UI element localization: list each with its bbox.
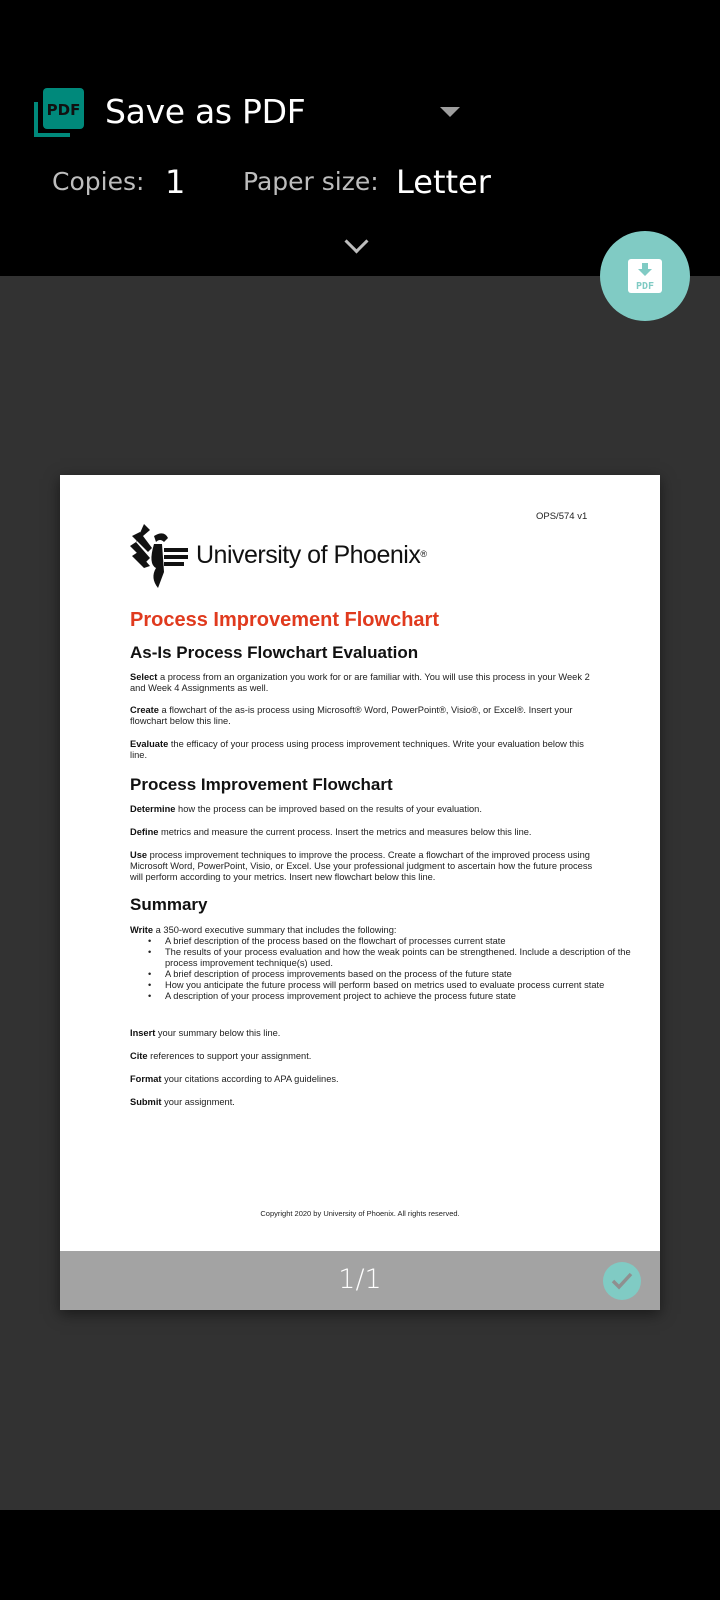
copyright-notice: Copyright 2020 by University of Phoenix. All rights reserved. (260, 1209, 460, 1218)
paragraph-text: how the process can be improved based on the results of your evaluation. (175, 804, 482, 814)
paragraph-define (130, 827, 600, 838)
bold-verb: Submit (130, 1097, 162, 1107)
paragraph-format (130, 1074, 600, 1085)
bold-verb: Select (130, 672, 158, 682)
bold-verb: Create (130, 705, 159, 715)
section-heading-as-is: As-Is Process Flowchart Evaluation (130, 643, 419, 662)
page-selected-checkbox[interactable] (603, 1262, 641, 1300)
logo-text (196, 541, 426, 570)
bold-verb: Write (130, 925, 154, 935)
paragraph-text: references to support your assignment. (147, 1051, 312, 1061)
section-heading-summary: Summary (130, 895, 208, 914)
paragraph-write (130, 925, 600, 936)
bold-verb: Use (130, 850, 148, 860)
university-logo (130, 522, 450, 592)
paragraph-evaluate (130, 739, 600, 761)
paragraph-use (130, 850, 600, 883)
bold-verb: Determine (130, 804, 176, 814)
printer-select[interactable]: Save as PDF (105, 92, 306, 131)
checkmark-icon (603, 1262, 641, 1300)
logo-name: University of Phoenix (196, 541, 421, 569)
phoenix-logo-icon (130, 522, 190, 590)
page-footer-bar (60, 1251, 660, 1310)
document-title: Process Improvement Flowchart (130, 609, 439, 631)
document-code: OPS/574 v1 (536, 511, 588, 522)
paragraph-text: your summary below this line. (155, 1028, 281, 1038)
bold-verb: Cite (130, 1051, 148, 1061)
list-item: • How you anticipate the future process will perform based on metrics used to evaluate process current state (165, 980, 635, 991)
page-preview[interactable] (60, 475, 660, 1310)
paper-size-label: Paper size: (243, 167, 379, 196)
paragraph-text: a flowchart of the as-is process using Microsoft® Word, PowerPoint®, Visio®, or Excel®. Insert your flowchart below this line. (130, 705, 573, 726)
bold-verb: Define (130, 827, 159, 837)
registered-mark: ® (420, 549, 427, 559)
pdf-printer-icon (34, 88, 86, 138)
save-pdf-button[interactable] (600, 231, 690, 321)
dropdown-arrow-icon[interactable] (440, 107, 460, 117)
paragraph-submit (130, 1097, 600, 1108)
bold-verb: Format (130, 1074, 162, 1084)
pdf-icon-label: PDF (46, 101, 81, 119)
copies-label: Copies: (52, 167, 145, 196)
paragraph-select (130, 672, 600, 694)
list-item: • A brief description of the process based on the flowchart of processes current state (165, 936, 635, 947)
paragraph-text: process improvement techniques to improve the process. Create a flowchart of the improved process using Microsoft Word, PowerPoint, Visio, or Excel. Use your professional judgment to ascertain how the future process will perform according to your metrics. Insert new flowchart below this line. (130, 850, 593, 882)
paragraph-text: a 350-word executive summary that includes the following: (153, 925, 397, 935)
section-heading-improvement: Process Improvement Flowchart (130, 775, 393, 794)
copies-value[interactable]: 1 (165, 163, 186, 201)
paragraph-text: a process from an organization you work for or are familiar with. You will use this process in your Week 2 and Week 4 Assignments as well. (130, 672, 590, 693)
bold-verb: Evaluate (130, 739, 169, 749)
paragraph-text: your assignment. (161, 1097, 235, 1107)
print-options-header (0, 0, 720, 276)
list-item: • A brief description of process improvements based on the process of the future state (165, 969, 635, 980)
paragraph-text: metrics and measure the current process. Insert the metrics and measures below this line. (158, 827, 532, 837)
paragraph-create (130, 705, 600, 727)
paragraph-insert (130, 1028, 600, 1039)
fab-pdf-label: PDF (635, 281, 655, 292)
paper-size-value[interactable]: Letter (396, 163, 491, 201)
list-item: • The results of your process evaluation and how the weak points can be strengthened. Include a description of the process improvement technique(s) used. (165, 947, 635, 969)
list-item: • A description of your process improvement project to achieve the process future state (165, 991, 635, 1002)
page-indicator: 1/1 (338, 1264, 382, 1295)
bold-verb: Insert (130, 1028, 156, 1038)
summary-bullet-list (130, 936, 635, 1002)
paragraph-cite (130, 1051, 600, 1062)
expand-options-chevron-icon[interactable] (344, 229, 368, 253)
paragraph-text: the efficacy of your process using process improvement techniques. Write your evaluation below this line. (130, 739, 584, 760)
pdf-download-icon (627, 258, 663, 294)
paragraph-determine (130, 804, 600, 815)
paragraph-text: your citations according to APA guidelines. (161, 1074, 339, 1084)
